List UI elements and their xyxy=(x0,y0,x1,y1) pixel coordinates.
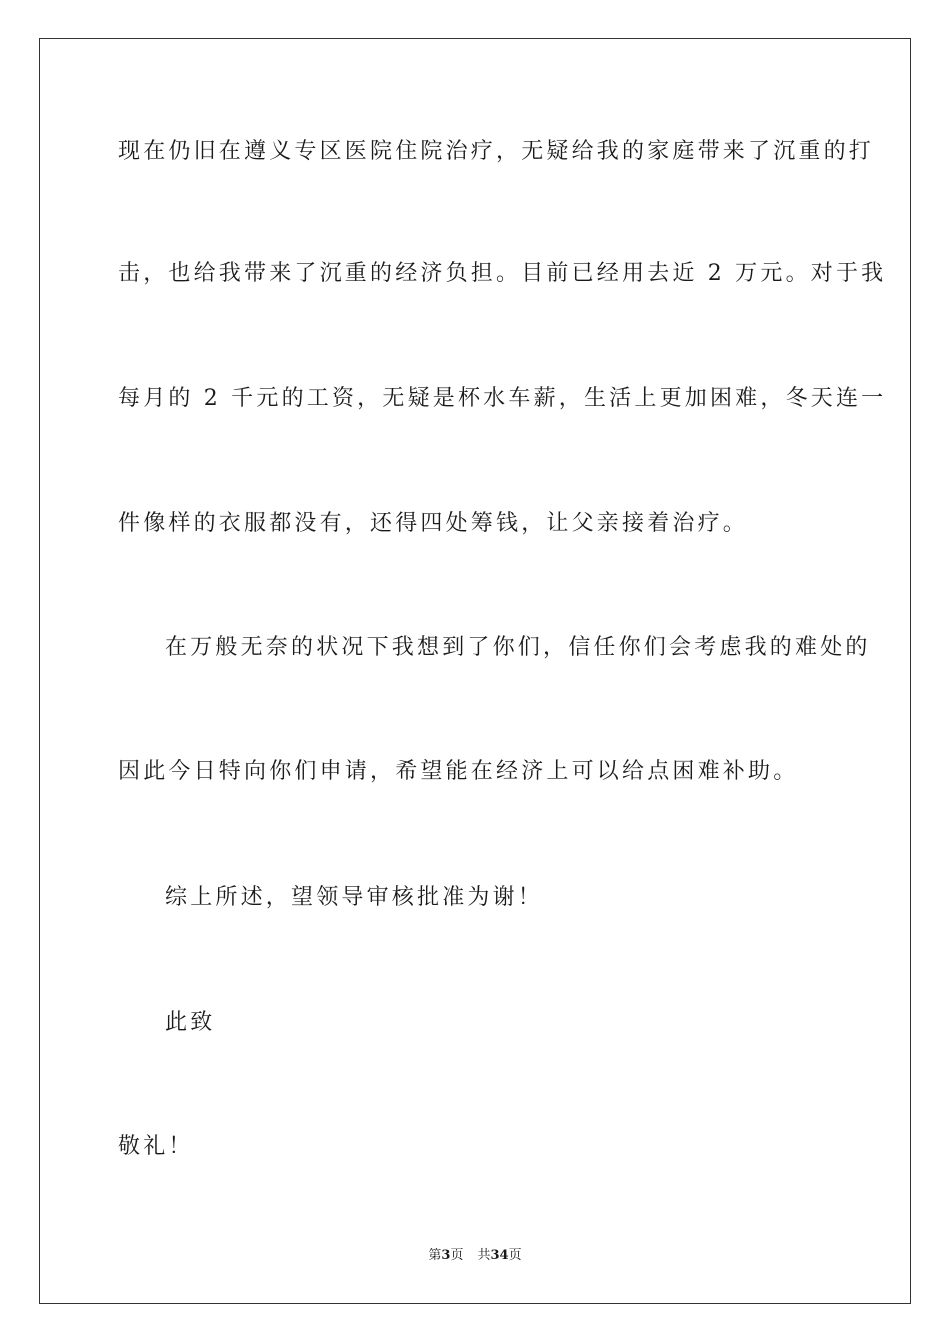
page-frame xyxy=(39,38,911,1304)
body-line-3: 每月的 2 千元的工资，无疑是杯水车薪，生活上更加困难，冬天连一 xyxy=(118,386,887,411)
salutation-jingli: 敬礼！ xyxy=(118,1134,194,1159)
salutation-cizhi: 此致 xyxy=(165,1010,216,1035)
page-total: 34 xyxy=(490,1248,509,1263)
closing-sentence: 综上所述，望领导审核批准为谢！ xyxy=(165,885,544,910)
total-suffix: 页 xyxy=(508,1248,522,1263)
page-current: 3 xyxy=(441,1248,451,1263)
page-prefix: 第 xyxy=(428,1248,442,1263)
page-suffix: 页 xyxy=(450,1248,464,1263)
body-line-6: 因此今日特向你们申请，希望能在经济上可以给点困难补助。 xyxy=(118,759,799,784)
body-line-4: 件像样的衣服都没有，还得四处筹钱，让父亲接着治疗。 xyxy=(118,511,749,536)
total-prefix: 共 xyxy=(477,1248,491,1263)
body-line-1: 现在仍旧在遵义专区医院住院治疗，无疑给我的家庭带来了沉重的打 xyxy=(118,139,875,164)
page-footer xyxy=(0,1248,950,1264)
body-line-2: 击，也给我带来了沉重的经济负担。目前已经用去近 2 万元。对于我 xyxy=(118,261,887,286)
body-line-5: 在万般无奈的状况下我想到了你们，信任你们会考虑我的难处的 xyxy=(165,635,871,660)
